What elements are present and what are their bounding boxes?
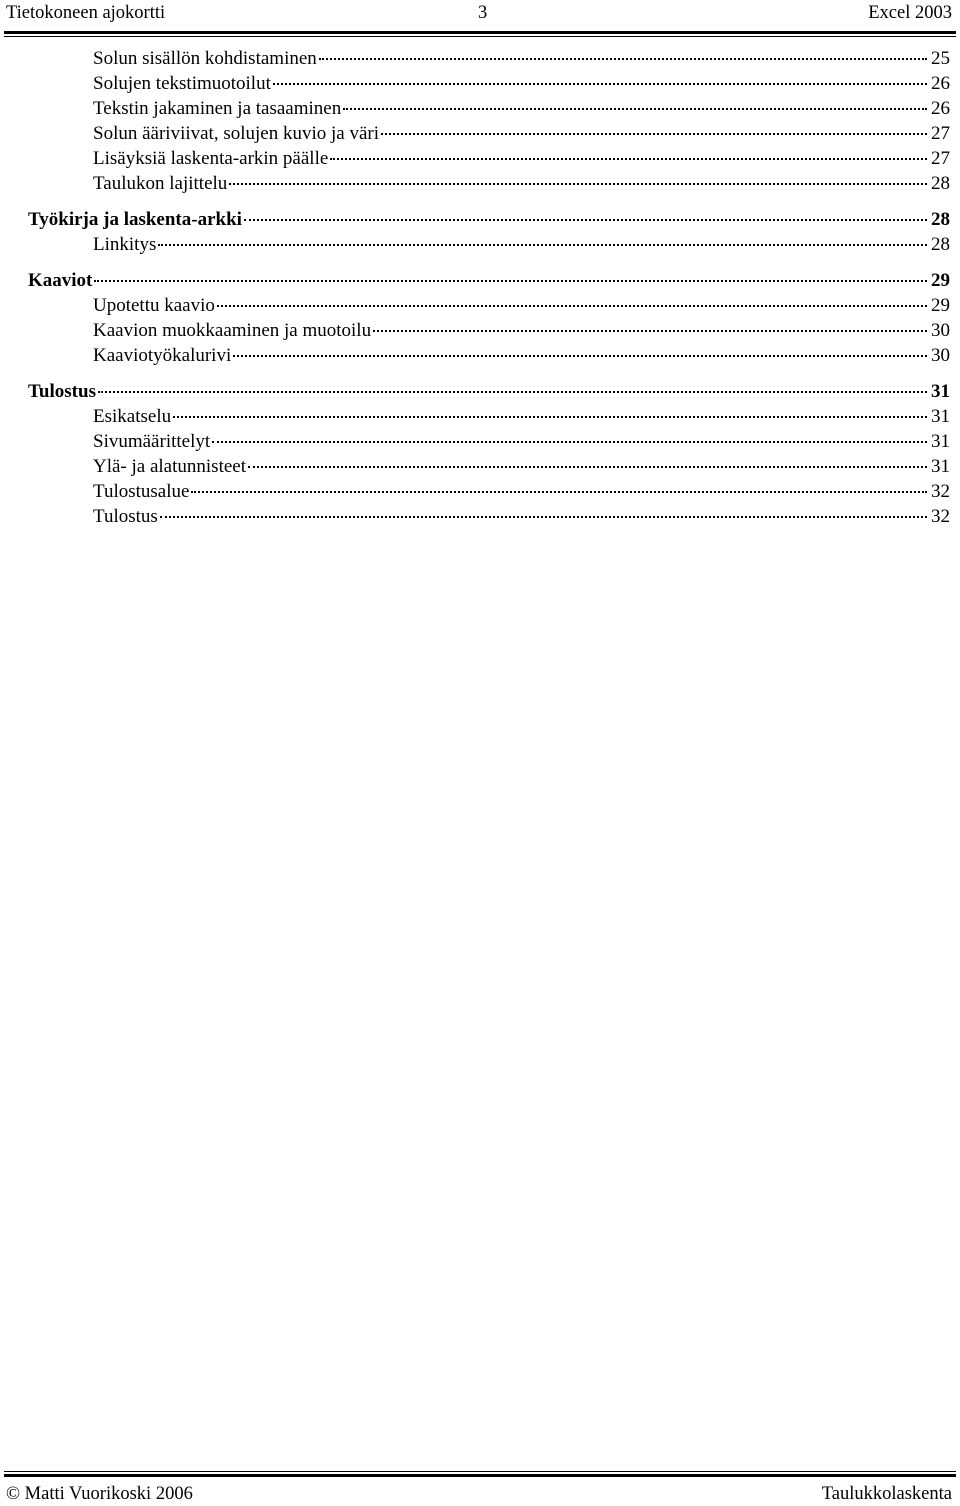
toc-dot-leader [229,183,927,185]
toc-dot-leader [191,491,927,493]
toc-entry-title: Tulostus [93,506,158,527]
toc-dot-leader [319,58,927,60]
toc-entry-page-number: 27 [931,123,950,144]
toc-entry[interactable] [28,404,950,429]
toc-entry-page-number: 31 [931,381,950,402]
toc-entry-title: Solun sisällön kohdistaminen [93,48,317,69]
toc-entry-page-number: 30 [931,345,950,366]
toc-entry-title: Tulostus [28,381,96,402]
toc-dot-leader [212,441,927,443]
toc-entry-page-number: 31 [931,431,950,452]
toc-entry-page-number: 28 [931,234,950,255]
toc-dot-leader [160,516,927,518]
header-page-number: 3 [478,3,488,23]
toc-entry-title: Sivumäärittelyt [93,431,211,452]
toc-dot-leader [233,355,927,357]
toc-dot-leader [217,305,927,307]
toc-dot-leader [244,219,927,221]
toc-entry-title: Solujen tekstimuotoilut [93,73,271,94]
toc-entry-title: Solun ääriviivat, solujen kuvio ja väri [93,123,380,144]
toc-entry[interactable] [28,96,950,121]
toc-entry[interactable] [28,504,950,529]
toc-dot-leader [343,108,927,110]
toc-dot-leader [273,83,927,85]
toc-entry-page-number: 28 [931,173,950,194]
toc-entry-page-number: 30 [931,320,950,341]
header-product-name: Excel 2003 [868,3,952,23]
toc-entry-title: Kaavion muokkaaminen ja muotoilu [93,320,372,341]
toc-dot-leader [330,158,927,160]
toc-entry-page-number: 26 [931,98,950,119]
toc-entry[interactable] [28,232,950,257]
toc-entry[interactable] [28,318,950,343]
toc-entry-title: Tekstin jakaminen ja tasaaminen [93,98,342,119]
toc-entry-title: Kaaviotyökalurivi [93,345,232,366]
toc-section-entry[interactable] [28,268,950,293]
footer-section-name: Taulukkolaskenta [821,1484,952,1504]
toc-section-entry[interactable] [28,379,950,404]
toc-entry[interactable] [28,293,950,318]
header-document-title: Tietokoneen ajokortti [6,3,166,23]
toc-entry-title: Työkirja ja laskenta-arkki [28,209,242,230]
toc-dot-leader [158,244,927,246]
toc-entry-title: Tulostusalue [93,481,190,502]
page-footer [6,1484,952,1506]
toc-entry-page-number: 31 [931,406,950,427]
toc-entry-title: Taulukon lajittelu [93,173,228,194]
toc-entry[interactable] [28,479,950,504]
toc-entry[interactable] [28,343,950,368]
toc-entry-title: Lisäyksiä laskenta-arkin päälle [93,148,329,169]
toc-entry-page-number: 29 [931,295,950,316]
toc-entry-title: Linkitys [93,234,157,255]
toc-entry-title: Ylä- ja alatunnisteet [93,456,246,477]
toc-entry-page-number: 32 [931,481,950,502]
footer-copyright: © Matti Vuorikoski 2006 [6,1484,193,1504]
toc-entry[interactable] [28,146,950,171]
toc-entry-page-number: 26 [931,73,950,94]
toc-dot-leader [173,416,927,418]
toc-entry-page-number: 32 [931,506,950,527]
toc-entry-title: Upotettu kaavio [93,295,215,316]
toc-dot-leader [381,133,927,135]
header-rule [4,31,956,37]
toc-entry-page-number: 25 [931,48,950,69]
footer-rule [4,1471,956,1477]
toc-entry[interactable] [28,171,950,196]
table-of-contents [28,46,950,529]
toc-entry-page-number: 29 [931,270,950,291]
toc-entry[interactable] [28,121,950,146]
page-header [6,0,952,28]
toc-entry-page-number: 27 [931,148,950,169]
toc-entry[interactable] [28,429,950,454]
toc-entry-page-number: 31 [931,456,950,477]
toc-dot-leader [248,466,927,468]
toc-entry-page-number: 28 [931,209,950,230]
toc-entry[interactable] [28,71,950,96]
toc-entry[interactable] [28,454,950,479]
toc-entry[interactable] [28,46,950,71]
toc-dot-leader [94,280,927,282]
toc-dot-leader [373,330,927,332]
toc-entry-title: Kaaviot [28,270,93,291]
toc-section-entry[interactable] [28,207,950,232]
toc-dot-leader [98,391,927,393]
toc-entry-title: Esikatselu [93,406,172,427]
